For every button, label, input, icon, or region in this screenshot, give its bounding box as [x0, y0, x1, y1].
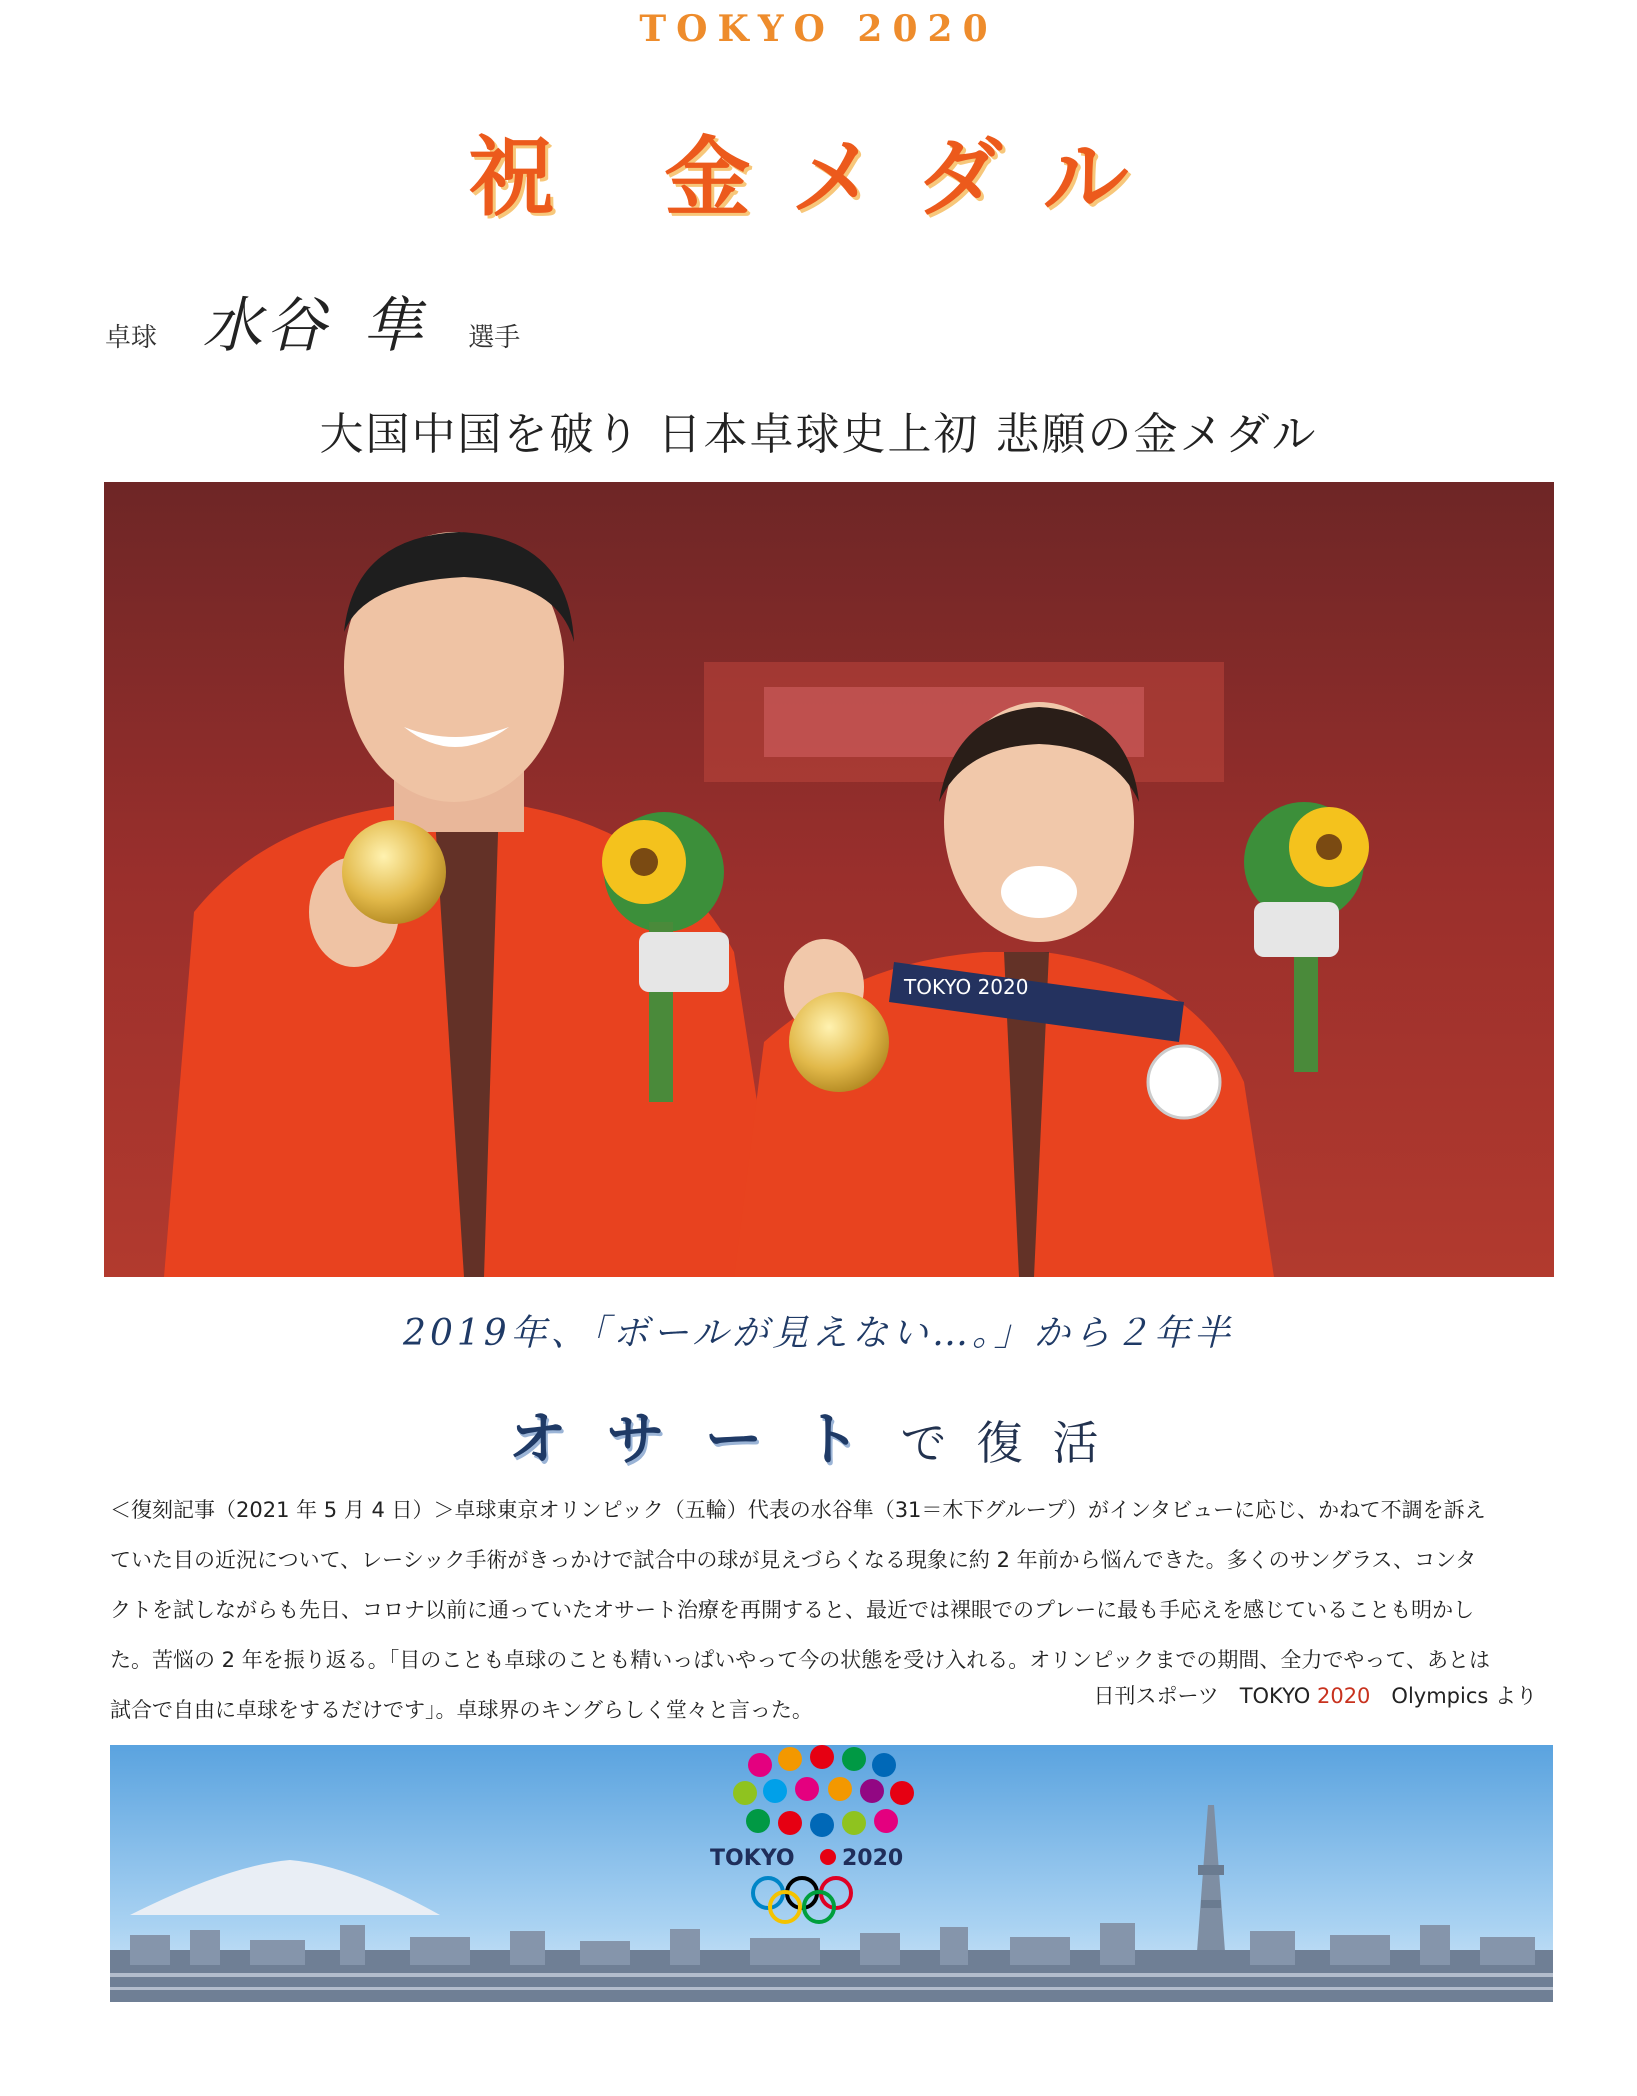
revival-rest: で復活 [900, 1416, 1129, 1470]
subheadline: 大国中国を破り 日本卓球史上初 悲願の金メダル [319, 409, 1318, 460]
medal-ribbon-text: TOKYO 2020 [904, 975, 1029, 999]
emblem-text-left: TOKYO [710, 1846, 795, 1871]
medalists-photo-illustration [104, 482, 1554, 1277]
photo-caption: 2019年、「ボールが見えない…。」から２年半 [403, 1313, 1234, 1354]
event-title: TOKYO 2020 [639, 8, 998, 50]
athlete-family-name: 水谷 [202, 291, 331, 361]
source-year: 2020 [1316, 1684, 1371, 1708]
red-dot-icon [820, 1849, 836, 1865]
article-line: ていた目の近況について、レーシック手術がきっかけで試合中の球が見えづらくなる現象に約 2 年前から悩んできた。多くのサングラス、コンタ [110, 1548, 1477, 1572]
tokyo-skyline-banner [110, 1745, 1553, 2002]
tokyo-skyline-illustration [110, 1745, 1553, 2002]
revival-heading [0, 1392, 1637, 1476]
article-source [1094, 1680, 1537, 1710]
athlete-sport: 卓球 [105, 323, 158, 353]
source-suffix: Olympics より [1370, 1684, 1537, 1708]
emblem-text-right: 2020 [842, 1846, 904, 1871]
headline-gold-medal: 祝 金メダル [468, 128, 1169, 228]
medalists-photo [104, 482, 1554, 1277]
source-prefix: 日刊スポーツ TOKYO [1093, 1684, 1317, 1708]
article-line: た。苦悩の 2 年を振り返る。「目のことも卓球のことも精いっぱいやって今の状態を受け入れる。オリンピックまでの期間、全力でやって、あとは [110, 1648, 1490, 1672]
article-line: 試合で自由に卓球をするだけです」。卓球界のキングらしく堂々と言った。 [110, 1698, 813, 1722]
athlete-suffix: 選手 [468, 323, 521, 353]
athlete-given-name: 隼 [363, 291, 424, 361]
athlete-line [105, 278, 520, 364]
article-line: ＜復刻記事（2021 年 5 月 4 日）＞卓球東京オリンピック（五輪）代表の水谷隼（31＝木下グループ）がインタビューに応じ、かねて不調を訴え [110, 1498, 1486, 1522]
article-line: クトを試しながらも先日、コロナ以前に通っていたオサート治療を再開すると、最近では裸眼でのプレーに最も手応えを感じていることも明かし [110, 1598, 1475, 1622]
revival-emphasis: オサート [508, 1405, 901, 1473]
